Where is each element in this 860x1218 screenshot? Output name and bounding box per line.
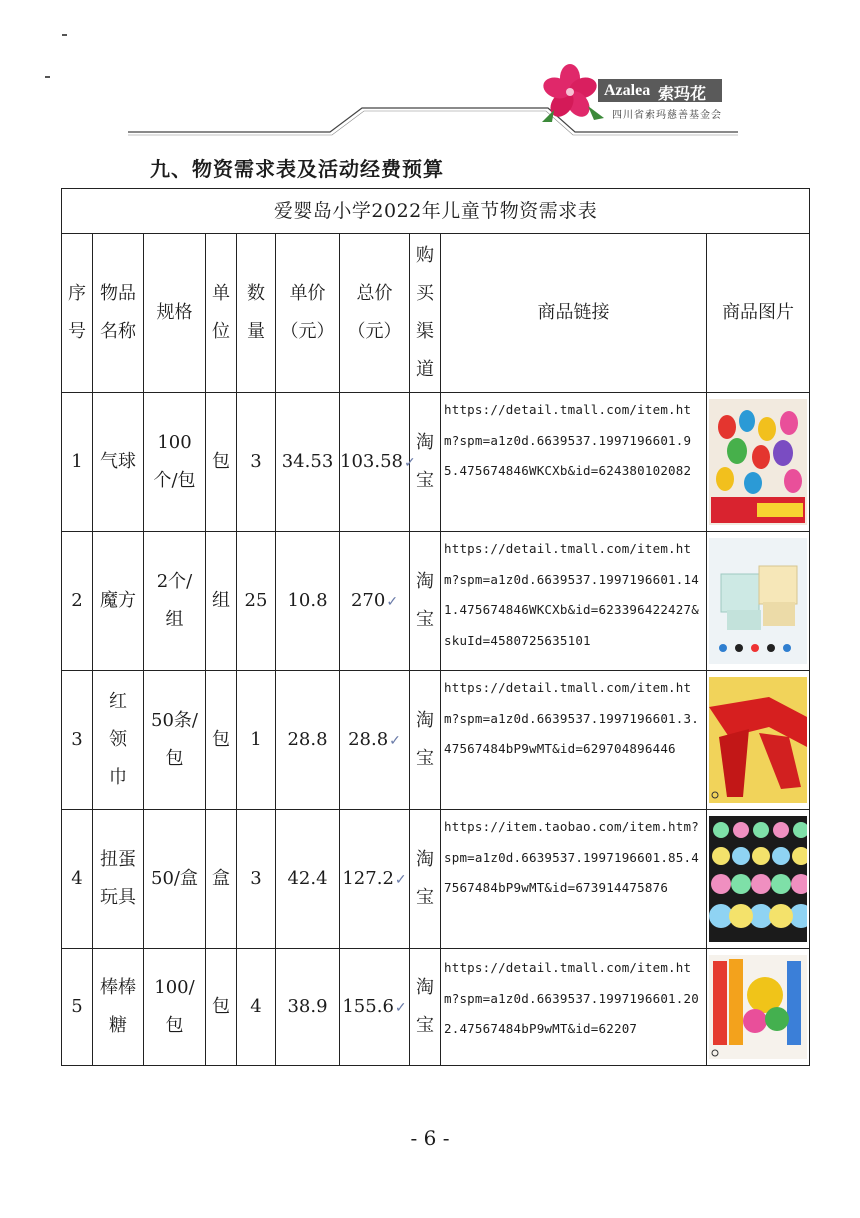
cell-unit-price: 28.8 — [276, 671, 340, 810]
cell-channel: 淘宝 — [410, 949, 441, 1066]
cell-channel: 淘宝 — [410, 671, 441, 810]
cell-name: 气球 — [93, 393, 144, 532]
cell-spec: 50/盒 — [144, 810, 206, 949]
product-image-cell — [707, 393, 810, 532]
cell-qty: 25 — [237, 532, 276, 671]
page-number: - 6 - — [410, 1126, 450, 1150]
cell-no: 5 — [62, 949, 93, 1066]
table-row — [62, 671, 810, 810]
cell-no: 2 — [62, 532, 93, 671]
capsule-toys-image — [709, 816, 807, 942]
cell-spec: 100/包 — [144, 949, 206, 1066]
product-link[interactable]: https://detail.tmall.com/item.htm?spm=a1z0d.6639537.1997196601.141.475674846WKCXb&id=623396422427&skuId=4580725635101 — [441, 532, 707, 671]
check-mark-icon: ✓ — [389, 732, 401, 749]
cell-unit: 盒 — [206, 810, 237, 949]
azalea-flower-icon — [540, 62, 610, 124]
product-link[interactable]: https://detail.tmall.com/item.htm?spm=a1z0d.6639537.1997196601.202.47567484bP9wMT&id=62207 — [441, 949, 707, 1066]
cell-qty: 3 — [237, 393, 276, 532]
header-cell: 购买渠道 — [410, 234, 441, 393]
header-cell: 物品名称 — [93, 234, 144, 393]
header-cell: 序号 — [62, 234, 93, 393]
cell-total: 103.58✓ — [340, 393, 410, 532]
cell-total: 127.2✓ — [340, 810, 410, 949]
header-cell: 商品链接 — [441, 234, 707, 393]
table-row — [62, 949, 810, 1066]
cell-unit-price: 42.4 — [276, 810, 340, 949]
cell-spec: 100个/包 — [144, 393, 206, 532]
logo-subtitle: 四川省索玛慈善基金会 — [612, 110, 722, 121]
cell-unit-price: 34.53 — [276, 393, 340, 532]
header-cell: 总价（元） — [340, 234, 410, 393]
logo-chinese-text: 索玛花 — [658, 84, 707, 103]
foundation-logo — [540, 62, 730, 124]
product-image-cell — [707, 671, 810, 810]
cell-spec: 50条/包 — [144, 671, 206, 810]
cell-unit: 包 — [206, 671, 237, 810]
product-link[interactable]: https://detail.tmall.com/item.htm?spm=a1z0d.6639537.1997196601.3.47567484bP9wMT&id=629704896446 — [441, 671, 707, 810]
cell-no: 4 — [62, 810, 93, 949]
cell-unit-price: 38.9 — [276, 949, 340, 1066]
cell-qty: 3 — [237, 810, 276, 949]
product-link[interactable]: https://detail.tmall.com/item.htm?spm=a1z0d.6639537.1997196601.95.475674846WKCXb&id=624380102082 — [441, 393, 707, 532]
header-rule — [0, 0, 860, 140]
header-cell: 商品图片 — [707, 234, 810, 393]
red-scarf-image — [709, 677, 807, 803]
cell-total: 28.8✓ — [340, 671, 410, 810]
cell-total: 155.6✓ — [340, 949, 410, 1066]
cell-qty: 1 — [237, 671, 276, 810]
product-image-cell — [707, 532, 810, 671]
cell-name: 红领巾 — [93, 671, 144, 810]
table-row — [62, 393, 810, 532]
header-cell: 规格 — [144, 234, 206, 393]
check-mark-icon: ✓ — [386, 593, 399, 610]
cell-name: 魔方 — [93, 532, 144, 671]
cell-channel: 淘宝 — [410, 810, 441, 949]
logo-latin-text: Azalea — [604, 82, 651, 99]
table-caption: 爱婴岛小学2022年儿童节物资需求表 — [62, 189, 810, 234]
check-mark-icon: ✓ — [403, 454, 416, 471]
lollipop-image — [709, 955, 807, 1059]
cell-no: 3 — [62, 671, 93, 810]
check-mark-icon: ✓ — [394, 999, 407, 1016]
product-link[interactable]: https://item.taobao.com/item.htm?spm=a1z0d.6639537.1997196601.85.47567484bP9wMT&id=673914475876 — [441, 810, 707, 949]
table-header-row — [62, 234, 810, 393]
product-image-cell — [707, 949, 810, 1066]
cell-name: 扭蛋玩具 — [93, 810, 144, 949]
cell-channel: 淘宝 — [410, 393, 441, 532]
balloon-image — [709, 399, 807, 525]
cell-total: 270✓ — [340, 532, 410, 671]
cell-unit: 组 — [206, 532, 237, 671]
cell-unit-price: 10.8 — [276, 532, 340, 671]
header-cell: 单位 — [206, 234, 237, 393]
cell-qty: 4 — [237, 949, 276, 1066]
header-cell: 数量 — [237, 234, 276, 393]
cell-spec: 2个/组 — [144, 532, 206, 671]
check-mark-icon: ✓ — [394, 871, 407, 888]
cell-channel: 淘宝 — [410, 532, 441, 671]
cell-unit: 包 — [206, 949, 237, 1066]
header-cell: 单价（元） — [276, 234, 340, 393]
cell-no: 1 — [62, 393, 93, 532]
section-title: 九、物资需求表及活动经费预算 — [150, 157, 444, 181]
product-image-cell — [707, 810, 810, 949]
table-row — [62, 532, 810, 671]
rubiks-cube-image — [709, 538, 807, 664]
cell-unit: 包 — [206, 393, 237, 532]
cell-name: 棒棒糖 — [93, 949, 144, 1066]
table-row — [62, 810, 810, 949]
supply-requirements-table — [61, 188, 810, 1066]
